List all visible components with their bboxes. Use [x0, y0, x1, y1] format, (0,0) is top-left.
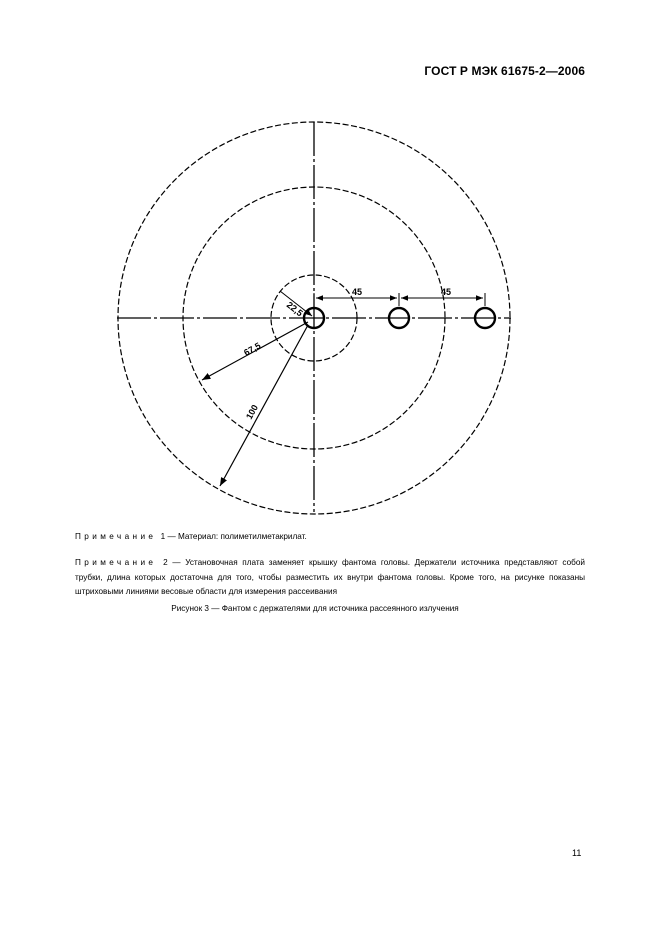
- dimension-label-r-mid: 67,5: [242, 340, 263, 358]
- figure-caption: Рисунок 3 — Фантом с держателями для источника рассеянного излучения: [171, 604, 459, 613]
- note-1-lead: Примечание: [75, 532, 157, 541]
- note-2-text: 2 — Установочная плата заменяет крышку фантома головы. Держатели источника представляют собой трубки, длина которых достаточна для того, чтобы разместить их внутри фантома головы. Кроме того, на рисунке показаны штриховыми линиями весовые области для измерения рассеивания: [75, 558, 585, 596]
- dimension-label-r-large: 100: [244, 402, 261, 421]
- document-header: ГОСТ Р МЭК 61675-2—2006: [424, 64, 585, 78]
- dimension-label-spacing-1: 45: [351, 287, 363, 297]
- page-number: 11: [572, 848, 582, 858]
- note-2: [75, 556, 585, 600]
- dimension-label-spacing-2: 45: [440, 287, 452, 297]
- note-2-lead: Примечание: [75, 558, 157, 567]
- dimension-line-r-large: [220, 325, 308, 486]
- dimension-label-r-small: 22,5: [284, 299, 305, 319]
- note-1-text: 1 — Материал: полиметилметакрилат.: [160, 532, 307, 541]
- note-1: [75, 530, 585, 545]
